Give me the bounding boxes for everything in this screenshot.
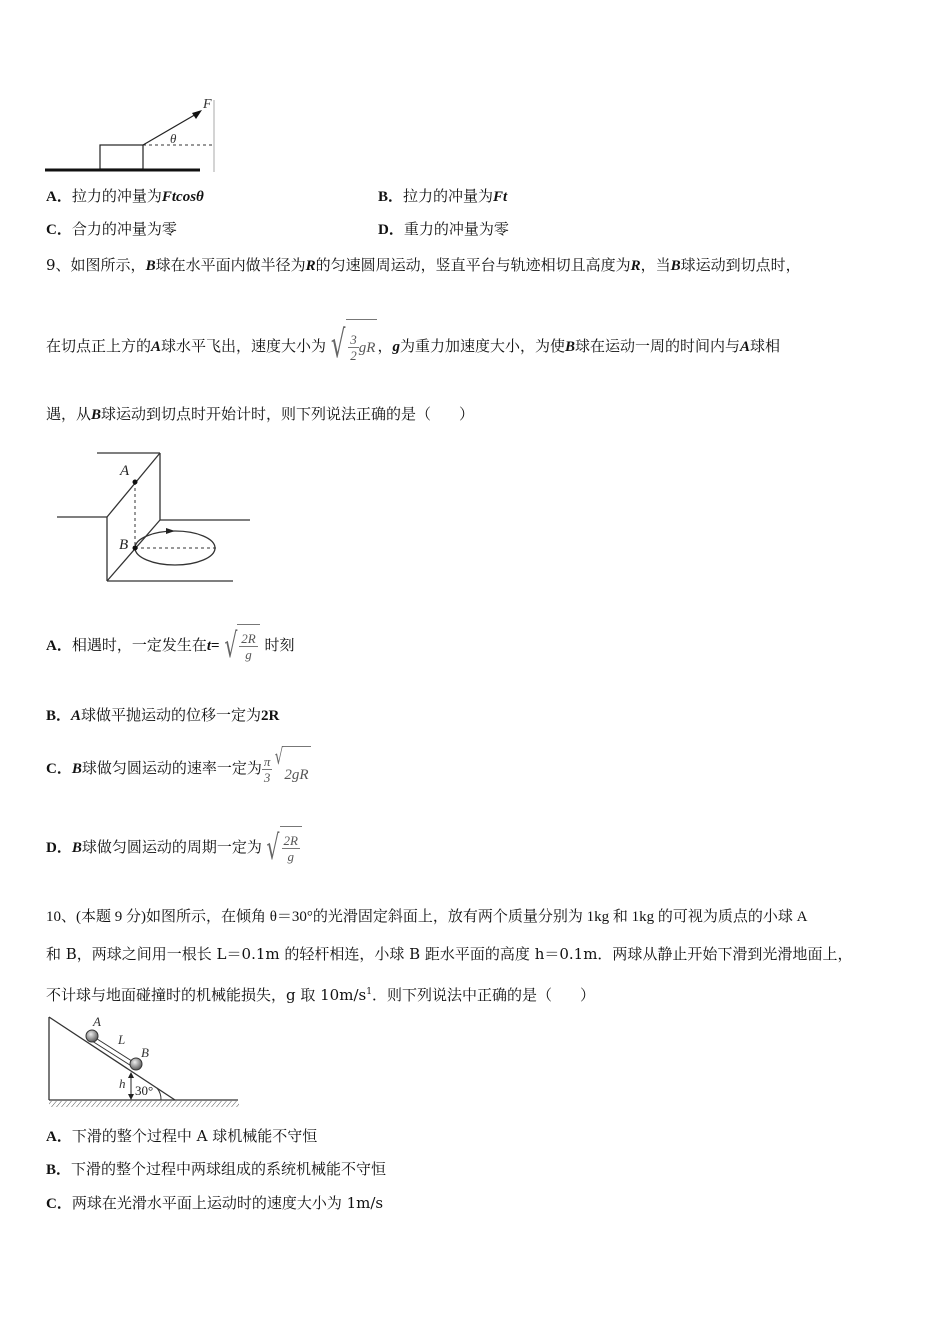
q10-figure — [45, 1013, 245, 1113]
sqrt-body — [346, 319, 377, 376]
option-label: B． — [46, 1162, 72, 1178]
q10-stem-line1: 10、(本题 9 分)如图所示，在倾角 θ＝30°的光滑固定斜面上，放有两个质量分别为 1kg 和 1kg 的可视为质点的小球 A — [46, 909, 808, 925]
sqrt-sign: √ — [330, 321, 346, 366]
fraction — [262, 754, 273, 785]
sqrt-expression — [262, 826, 302, 870]
q9-figure — [55, 445, 255, 585]
option-expr: Ft — [493, 189, 508, 205]
platform-circle-diagram — [55, 445, 255, 585]
sqrt-body — [282, 746, 310, 803]
text: 球在运动一周的时间内与 — [574, 337, 740, 355]
gr-term: gR — [358, 339, 376, 356]
numerator: 2R — [283, 833, 298, 848]
option-label: C． — [46, 222, 72, 238]
fraction — [282, 833, 300, 864]
option-text: 相遇时，一定发生在 — [71, 636, 207, 654]
q9-option-b — [46, 705, 279, 726]
text: 在切点正上方的 — [46, 337, 152, 355]
text: 如图所示， — [70, 256, 146, 274]
sqrt-body — [237, 624, 259, 668]
angle-label: θ — [170, 131, 177, 146]
text: ） — [579, 986, 595, 1004]
var-a: A — [151, 339, 162, 355]
text: ．则下列说法中正确的是（ — [371, 986, 552, 1004]
option-label: A． — [46, 638, 72, 654]
option-label: D． — [46, 840, 72, 856]
sqrt-expression — [220, 624, 260, 668]
option-label: A． — [46, 1129, 72, 1145]
option-text: 球做匀圆运动的周期一定为 — [81, 838, 262, 856]
var-g: g — [392, 339, 400, 355]
var-b: B — [564, 339, 575, 355]
radicand: 2gR — [284, 767, 309, 783]
denominator: g — [245, 647, 252, 662]
ball-b-label: B — [141, 1045, 149, 1060]
fraction — [348, 332, 359, 363]
numerator: 2R — [241, 631, 256, 646]
option-text: 两球在光滑水平面上运动时的速度大小为 1m/s — [71, 1194, 384, 1212]
text: ，当 — [640, 256, 671, 274]
option-text: 时刻 — [264, 636, 295, 654]
option-text: 球做平抛运动的位移一定为 — [81, 706, 262, 724]
var-a: A — [71, 708, 82, 724]
q10-stem-line2: 和 B，两球之间用一根长 L＝0.1m 的轻杆相连，小球 B 距水平面的高度 h＝0.1m．两球从静止开始下滑到光滑地面上， — [46, 945, 853, 963]
sqrt-expression — [272, 746, 310, 803]
question-number: 9、 — [46, 256, 71, 274]
q10-option-b — [46, 1159, 386, 1180]
option-label: C． — [46, 761, 72, 777]
q8-figure — [40, 95, 230, 180]
text: 球运动到切点时开始计时，则下列说法正确的是（ — [101, 405, 432, 423]
q8-option-a — [46, 186, 204, 207]
q10-option-c — [46, 1193, 383, 1214]
ball-a-label: A — [93, 1014, 101, 1029]
var-r: R — [630, 258, 641, 274]
point-b-label: B — [119, 537, 129, 553]
var-b: B — [145, 258, 156, 274]
option-text: 下滑的整个过程中 A 球机械能不守恒 — [71, 1127, 318, 1145]
var-b: B — [71, 840, 82, 856]
superscript: 1 — [366, 987, 372, 997]
text: 球相 — [750, 337, 781, 355]
option-label: A． — [46, 189, 72, 205]
text: ， — [377, 337, 393, 355]
equals-sign: = — [211, 638, 220, 654]
option-label: C． — [46, 1196, 72, 1212]
q9-stem-line1 — [46, 255, 801, 276]
point-a-label: A — [120, 463, 130, 479]
sqrt-expression — [326, 319, 377, 376]
q10-option-a — [46, 1126, 317, 1147]
text: 的匀速圆周运动，竖直平台与轨迹相切且高度为 — [315, 256, 631, 274]
numerator: π — [263, 753, 271, 769]
var-b: B — [91, 407, 102, 423]
q9-option-d — [46, 822, 302, 873]
q9-stem-line2 — [46, 318, 780, 376]
text: 不计球与地面碰撞时的机械能损失，g 取 10m/s — [46, 986, 367, 1004]
height-h-label: h — [119, 1076, 126, 1091]
sqrt-sign: √ — [275, 745, 284, 770]
option-label: B． — [46, 708, 72, 724]
q9-option-a — [46, 620, 295, 671]
sqrt-body — [280, 826, 302, 870]
option-text: 下滑的整个过程中两球组成的系统机械能不守恒 — [71, 1160, 387, 1178]
fraction — [239, 631, 257, 662]
var-r: R — [305, 258, 316, 274]
var-t: t — [206, 638, 212, 654]
text: 球水平飞出，速度大小为 — [161, 337, 327, 355]
q9-stem-line3 — [46, 404, 474, 425]
denominator: 3 — [263, 769, 271, 785]
text: 球运动到切点时， — [680, 256, 801, 274]
q8-option-c — [46, 219, 177, 240]
block-pulled-by-force-diagram — [40, 95, 230, 180]
option-value: 2R — [261, 708, 280, 724]
denominator: g — [287, 849, 295, 864]
text: 为重力加速度大小，为使 — [399, 337, 565, 355]
q8-option-b — [378, 186, 507, 207]
option-expr: Ftcosθ — [161, 189, 204, 205]
text: ） — [459, 405, 475, 423]
angle-label: 30° — [135, 1083, 154, 1098]
force-label: F — [203, 97, 212, 112]
var-a: A — [740, 339, 751, 355]
var-b: B — [670, 258, 681, 274]
var-b: B — [71, 761, 82, 777]
numerator: 3 — [350, 332, 357, 347]
sqrt-sign: √ — [266, 828, 280, 868]
text: 遇，从 — [46, 405, 92, 423]
sqrt-sign: √ — [223, 626, 237, 666]
option-text: 合力的冲量为零 — [71, 220, 177, 238]
option-text: 球做匀圆运动的速率一定为 — [81, 759, 262, 777]
q10-stem-line3 — [46, 982, 595, 1005]
option-text: 重力的冲量为零 — [403, 220, 509, 238]
option-text: 拉力的冲量为 — [403, 187, 494, 205]
option-text: 拉力的冲量为 — [71, 187, 162, 205]
option-label: D． — [378, 222, 404, 238]
q8-option-d — [378, 219, 509, 240]
option-label: B． — [378, 189, 404, 205]
rod-l-label: L — [118, 1032, 126, 1047]
q9-option-c — [46, 740, 311, 803]
text: 球在水平面内做半径为 — [155, 256, 306, 274]
denominator: 2 — [350, 348, 357, 363]
